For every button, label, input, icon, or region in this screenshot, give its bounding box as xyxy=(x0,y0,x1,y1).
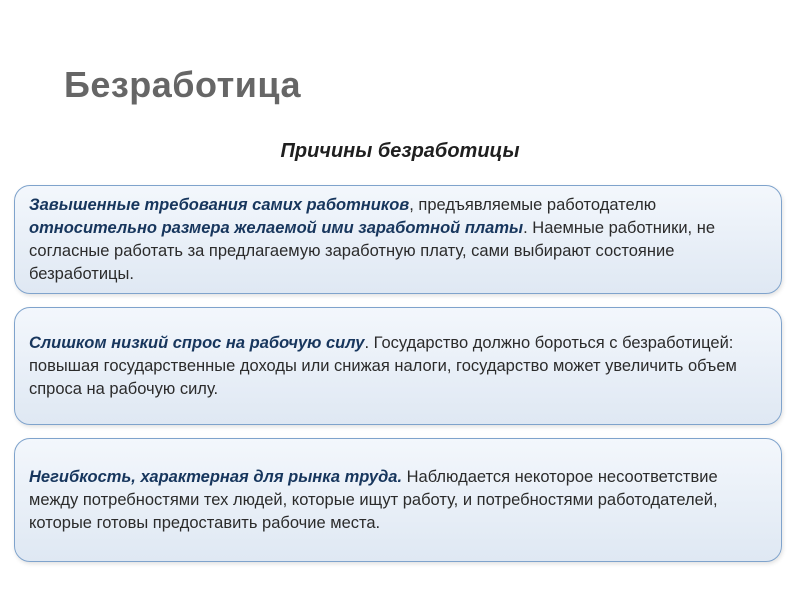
cause-text xyxy=(29,194,767,286)
cause-emphasis: относительно размера желаемой ими заработной платы xyxy=(29,218,524,237)
slide-title: Безработица xyxy=(64,64,301,105)
causes-subtitle: Причины безработицы xyxy=(280,140,520,162)
cause-body: . Наемные работники, не согласные работать за предлагаемую заработную плату, сами выбирают состояние безработицы. xyxy=(29,218,716,283)
cause-text xyxy=(29,332,767,401)
cause-box-high-wage-demands xyxy=(14,185,782,294)
cause-box-low-labor-demand xyxy=(14,307,782,425)
cause-text xyxy=(29,466,767,535)
cause-body: . Государство должно бороться с безработицей: повышая государственные доходы или снижая налоги, государство может увеличить объем спроса на рабочую силу. xyxy=(29,333,737,398)
cause-emphasis: Слишком низкий спрос на рабочую силу xyxy=(29,333,365,352)
cause-body: Наблюдается некоторое несоответствие между потребностями тех людей, которые ищут работу, и потребностями работодателей, которые готовы предоставить рабочие места. xyxy=(29,467,718,532)
cause-body: , предъявляемые работодателю xyxy=(409,195,657,214)
cause-box-labor-market-inflexibility xyxy=(14,438,782,562)
cause-emphasis: Завышенные требования самих работников xyxy=(29,195,410,214)
cause-emphasis: Негибкость, характерная для рынка труда. xyxy=(29,467,403,486)
